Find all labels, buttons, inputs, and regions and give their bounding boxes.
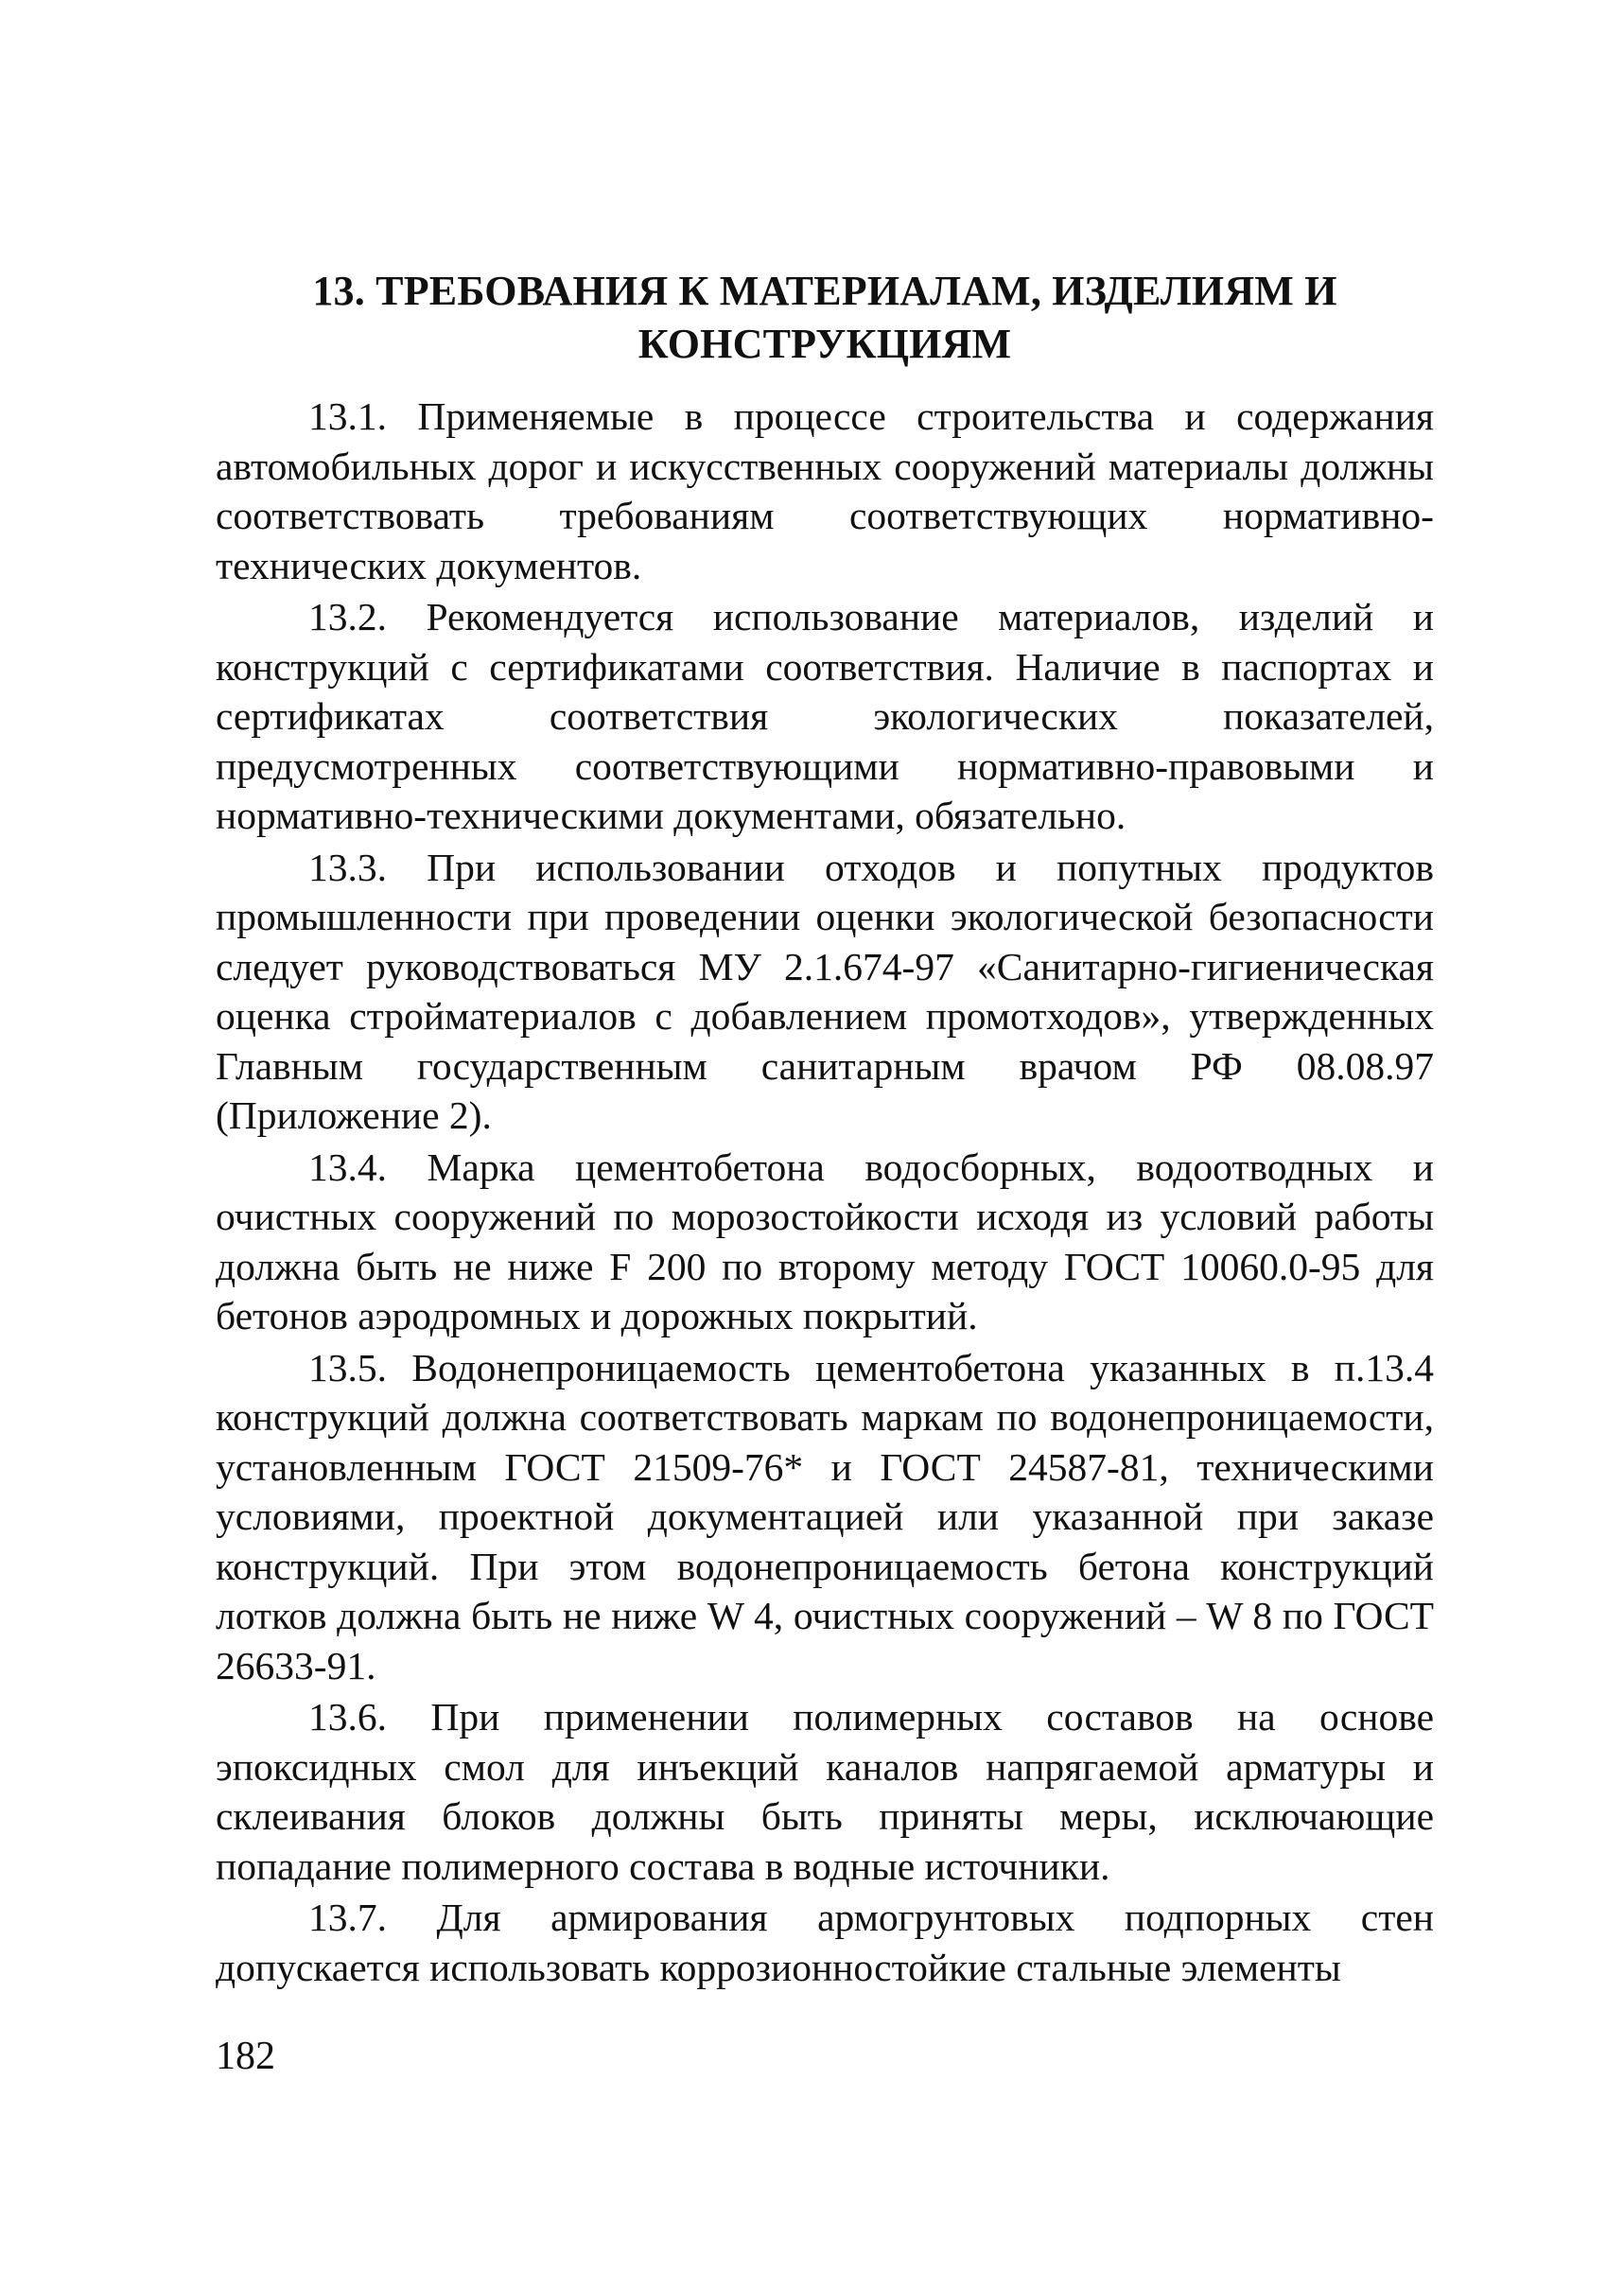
paragraph-13-2: 13.2. Рекомендуется использование материалов, изделий и конструкций с сертификатами соответствия. Наличие в паспортах и сертификатах соответствия экологических показателей, предусмотренных соответствующими нормативно-правовыми и нормативно-техническими документами, обязательно. [216, 595, 1434, 837]
page-number: 182 [216, 2035, 275, 2078]
section-heading-line-1: 13. ТРЕБОВАНИЯ К МАТЕРИАЛАМ, ИЗДЕЛИЯМ И [312, 268, 1337, 314]
paragraph-13-7: 13.7. Для армирования армогрунтовых подпорных стен допускается использовать коррозионностойкие стальные элементы [216, 1896, 1434, 1989]
paragraph-13-1: 13.1. Применяемые в процессе строительства и содержания автомобильных дорог и искусственных сооружений материалы должны соответствовать требованиям соответствующих нормативно-технических документов. [216, 394, 1434, 587]
section-heading [216, 265, 1434, 371]
paragraph-13-3: 13.3. При использовании отходов и попутных продуктов промышленности при проведении оценки экологической безопасности следует руководствоваться МУ 2.1.674-97 «Санитарно-гигиеническая оценка стройматериалов с добавлением промотходов», утвержденных Главным государственным санитарным врачом РФ 08.08.97 (Приложение 2). [216, 845, 1434, 1137]
document-page [216, 265, 1434, 1994]
paragraph-13-6: 13.6. При применении полимерных составов на основе эпоксидных смол для инъекций каналов напрягаемой арматуры и склеивания блоков должны быть приняты меры, исключающие попадание полимерного состава в водные источники. [216, 1695, 1434, 1888]
paragraph-13-4: 13.4. Марка цементобетона водосборных, водоотводных и очистных сооружений по морозостойкости исходя из условий работы должна быть не ниже F 200 по второму методу ГОСТ 10060.0-95 для бетонов аэродромных и дорожных покрытий. [216, 1145, 1434, 1337]
section-heading-line-2: КОНСТРУКЦИЯМ [637, 321, 1012, 367]
paragraph-13-5: 13.5. Водонепроницаемость цементобетона указанных в п.13.4 конструкций должна соответствовать маркам по водонепроницаемости, установленным ГОСТ 21509-76* и ГОСТ 24587-81, техническими условиями, проектной документацией или указанной при заказе конструкций. При этом водонепроницаемость бетона конструкций лотков должна быть не ниже W 4, очистных сооружений – W 8 по ГОСТ 26633-91. [216, 1345, 1434, 1687]
